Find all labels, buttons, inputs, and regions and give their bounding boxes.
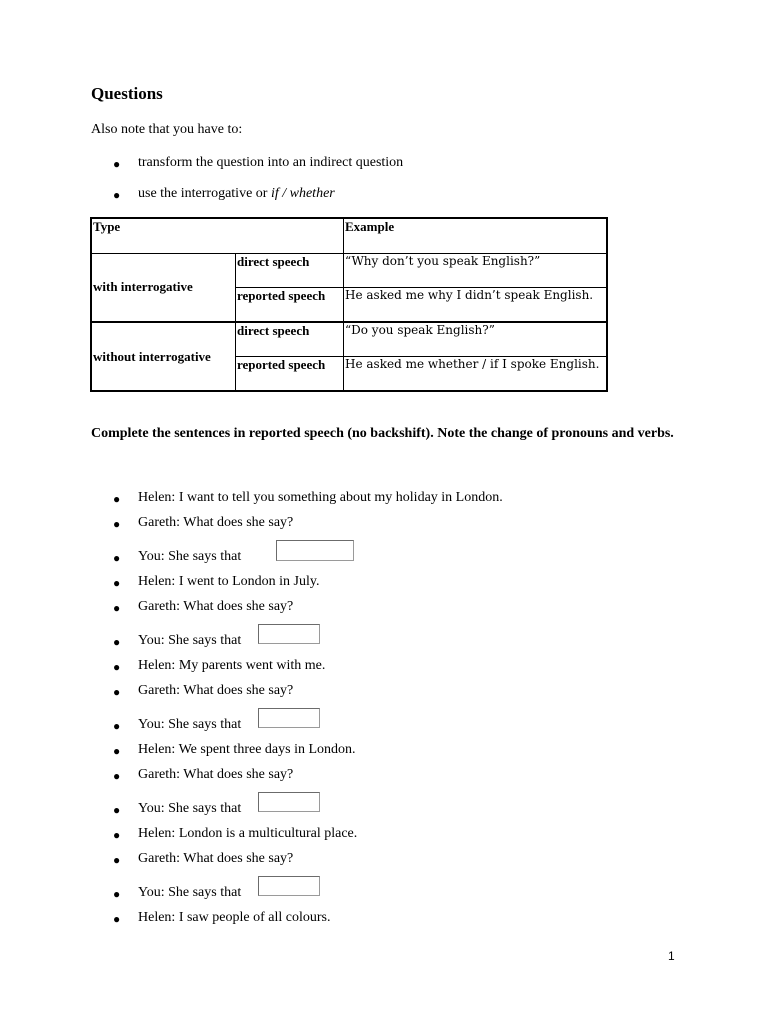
list-item: Helen: London is a multicultural place. <box>138 826 358 841</box>
page-number: 1 <box>668 949 675 963</box>
list-item: Helen: We spent three days in London. <box>138 742 356 757</box>
header-example: Example <box>344 218 608 253</box>
note-item: use the interrogative or if / whether <box>138 186 335 201</box>
bullet-icon: ● <box>113 769 121 783</box>
row-example: “Why don’t you speak English?” <box>344 253 608 287</box>
row-example: “Do you speak English?” <box>344 322 608 356</box>
bullet-icon: ● <box>113 744 121 758</box>
exercise-instruction: Complete the sentences in reported speech (no backshift). Note the change of pronouns and verbs. <box>91 426 674 441</box>
row-example: He asked me why I didn’t speak English. <box>344 287 608 322</box>
table-row <box>91 253 607 287</box>
bullet-icon: ● <box>113 828 121 842</box>
answer-field[interactable] <box>258 708 320 728</box>
row-example: He asked me whether / if I spoke English. <box>344 356 608 391</box>
list-item: Gareth: What does she say? <box>138 599 294 614</box>
list-item: Helen: My parents went with me. <box>138 658 326 673</box>
list-item: Gareth: What does she say? <box>138 683 294 698</box>
bullet-icon: ● <box>113 601 121 615</box>
list-item: You: She says that <box>138 717 242 732</box>
bullet-icon: ● <box>113 719 121 733</box>
speech-examples-table <box>90 217 608 392</box>
answer-field[interactable] <box>258 624 320 644</box>
bullet-icon: ● <box>113 551 121 565</box>
list-item: You: She says that <box>138 549 242 564</box>
table-header-row <box>91 218 607 253</box>
list-item: Helen: I went to London in July. <box>138 574 320 589</box>
answer-field[interactable] <box>276 540 354 561</box>
note-item: transform the question into an indirect question <box>138 155 404 170</box>
bullet-icon: ● <box>113 492 121 506</box>
bullet-icon: ● <box>113 685 121 699</box>
bullet-icon: ● <box>113 635 121 649</box>
list-item: Helen: I want to tell you something about my holiday in London. <box>138 490 503 505</box>
bullet-icon: ● <box>113 660 121 674</box>
list-item: Gareth: What does she say? <box>138 515 294 530</box>
group-label: without interrogative <box>91 322 236 391</box>
row-kind: reported speech <box>236 287 344 322</box>
answer-field[interactable] <box>258 792 320 812</box>
group-label: with interrogative <box>91 253 236 322</box>
list-item: You: She says that <box>138 633 242 648</box>
row-kind: reported speech <box>236 356 344 391</box>
list-item: Gareth: What does she say? <box>138 767 294 782</box>
bullet-icon: ● <box>113 517 121 531</box>
bullet-icon: ● <box>113 576 121 590</box>
answer-field[interactable] <box>258 876 320 896</box>
bullet-icon: ● <box>113 803 121 817</box>
bullet-icon: ● <box>113 188 121 202</box>
list-item: You: She says that <box>138 885 242 900</box>
table-row <box>91 322 607 356</box>
page-title: Questions <box>91 84 163 103</box>
list-item: Gareth: What does she say? <box>138 851 294 866</box>
bullet-icon: ● <box>113 853 121 867</box>
row-kind: direct speech <box>236 253 344 287</box>
row-kind: direct speech <box>236 322 344 356</box>
list-item: You: She says that <box>138 801 242 816</box>
bullet-icon: ● <box>113 887 121 901</box>
header-type: Type <box>91 218 344 253</box>
list-item: Helen: I saw people of all colours. <box>138 910 331 925</box>
bullet-icon: ● <box>113 157 121 171</box>
bullet-icon: ● <box>113 912 121 926</box>
intro-text: Also note that you have to: <box>91 122 243 137</box>
